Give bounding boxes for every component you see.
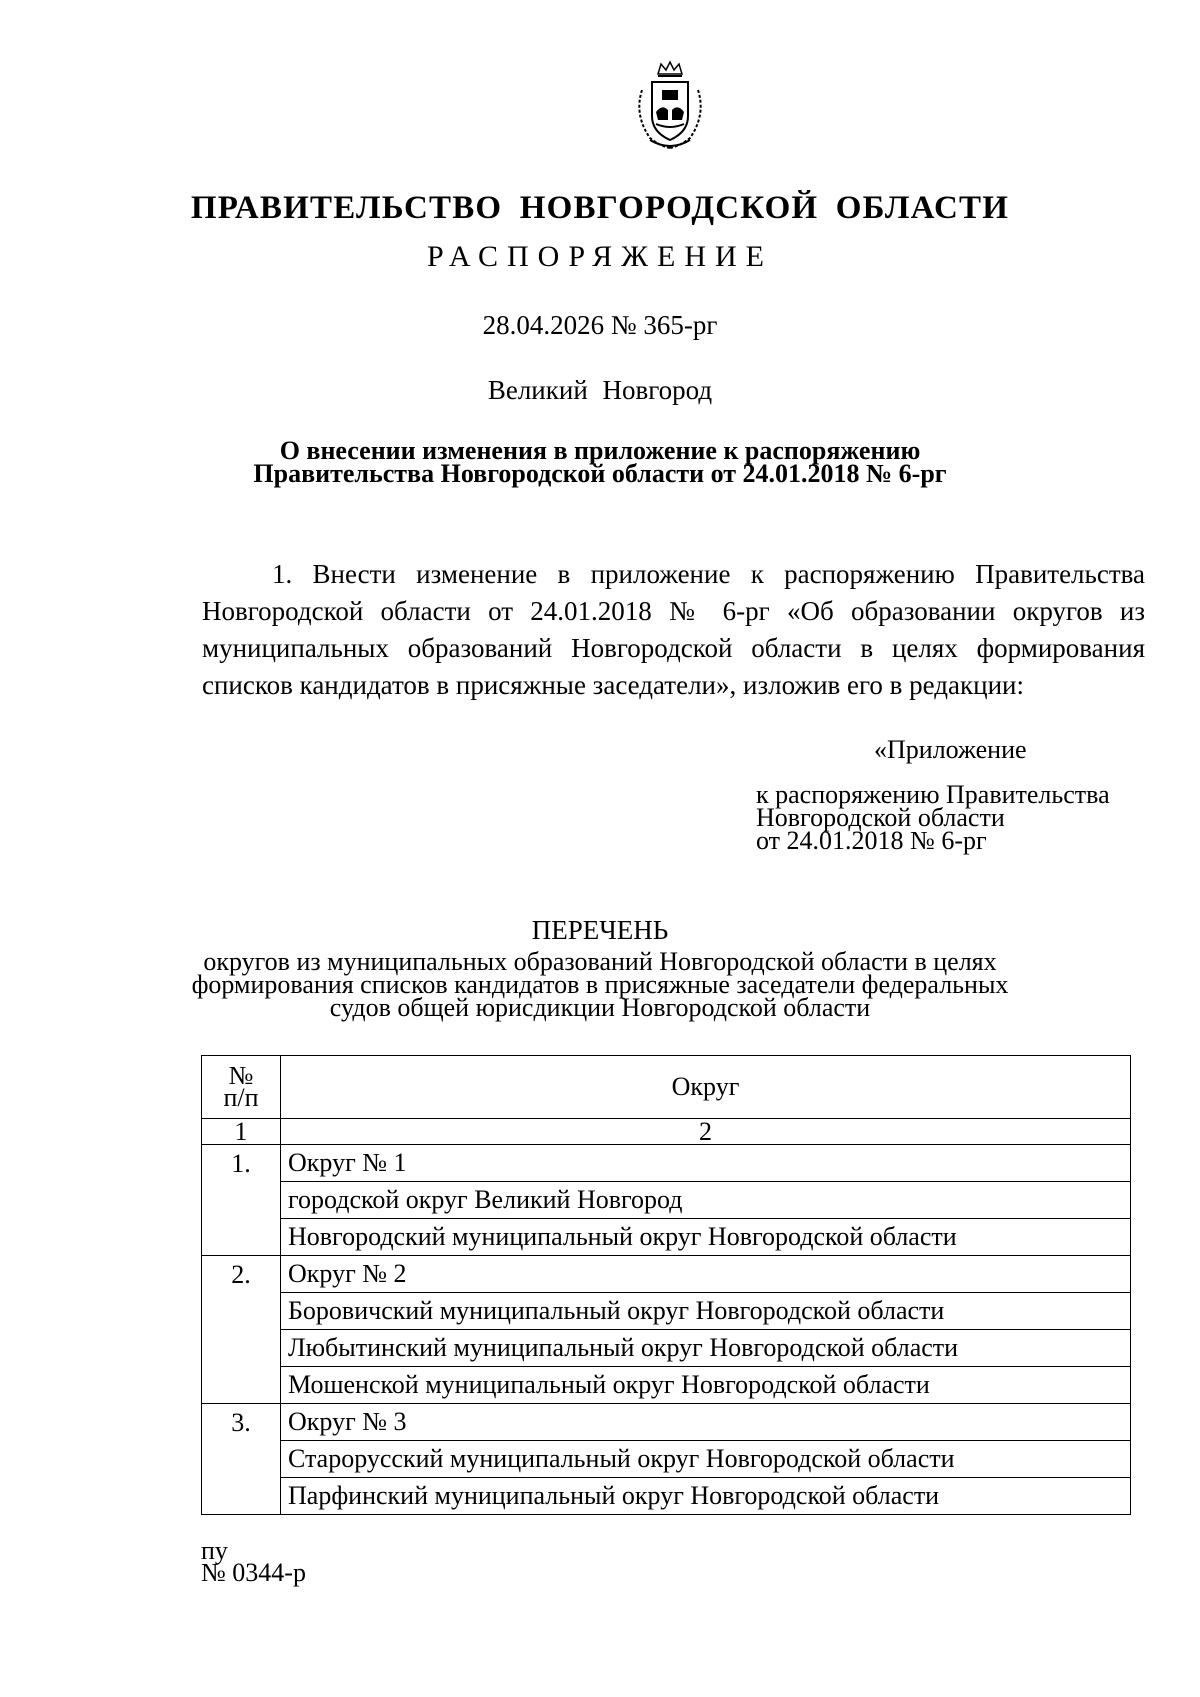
list-subtitle: [0, 947, 1200, 1022]
district-row: [202, 1404, 1131, 1441]
district-name: Округ № 1: [281, 1145, 1131, 1182]
member-name: Боровичский муниципальный округ Новгородской области: [281, 1293, 1131, 1330]
district-number-cell: 3.: [202, 1404, 281, 1515]
district-name: Округ № 2: [281, 1256, 1131, 1293]
table-header-row: [202, 1056, 1131, 1119]
member-row: [202, 1441, 1131, 1478]
appendix-block: [756, 735, 1110, 855]
column-number-row: [202, 1119, 1131, 1145]
district-name: Округ № 3: [281, 1404, 1131, 1441]
appendix-line-3: Новгородской области: [756, 803, 1005, 832]
appendix-line-2: к распоряжению Правительства: [756, 780, 1110, 809]
list-title: ПЕРЕЧЕНЬ: [531, 915, 669, 945]
document-city: Великий Новгород: [487, 375, 713, 405]
member-row: [202, 1293, 1131, 1330]
member-row: [202, 1330, 1131, 1367]
document-date-number: 28.04.2026 № 365-рг: [482, 310, 718, 340]
government-title: ПРАВИТЕЛЬСТВО НОВГОРОДСКОЙ ОБЛАСТИ: [190, 190, 1010, 226]
column-number-1: 1: [202, 1119, 281, 1145]
district-number-cell: 1.: [202, 1145, 281, 1256]
districts-table: [201, 1055, 1131, 1515]
document-subject: [0, 436, 1200, 488]
member-name: Старорусский муниципальный округ Новгородской области: [281, 1441, 1131, 1478]
district-row: [202, 1145, 1131, 1182]
member-row: [202, 1219, 1131, 1256]
subject-line-1: О внесении изменения в приложение к распоряжению: [279, 436, 921, 465]
member-name: Парфинский муниципальный округ Новгородской области: [281, 1478, 1131, 1515]
list-subtitle-line-2: формирования списков кандидатов в присяжные заседатели федеральных: [191, 970, 1009, 999]
document-footer: [201, 1536, 306, 1587]
header-num-line-2: п/п: [223, 1083, 259, 1112]
member-name: Новгородский муниципальный округ Новгородской области: [281, 1219, 1131, 1256]
body-paragraph: [202, 556, 1145, 704]
appendix-line-4: от 24.01.2018 № 6-рг: [756, 826, 987, 855]
document-type: РАСПОРЯЖЕНИЕ: [426, 240, 774, 273]
member-row: [202, 1367, 1131, 1404]
list-subtitle-line-3: судов общей юрисдикции Новгородской области: [329, 993, 871, 1022]
district-number-cell: 2.: [202, 1256, 281, 1404]
subject-line-2: Правительства Новгородской области от 24.01.2018 № 6-рг: [253, 459, 947, 488]
member-name: Мошенской муниципальный округ Новгородской области: [281, 1367, 1131, 1404]
member-name: Любытинский муниципальный округ Новгородской области: [281, 1330, 1131, 1367]
body-paragraph-text: 1. Внести изменение в приложение к распоряжению Правительства Новгородской области от 24.01.2018 № 6-рг «Об образовании округов из муниципальных образований Новгородской области в целях формирования списков кандидатов в присяжные заседатели», изложив его в редакции:: [202, 559, 1145, 700]
header-num-line-1: №: [228, 1061, 254, 1090]
member-name: городской округ Великий Новгород: [281, 1182, 1131, 1219]
header-name-cell: Округ: [281, 1056, 1131, 1119]
list-subtitle-line-1: округов из муниципальных образований Новгородской области в целях: [203, 947, 997, 976]
footer-line-1: пу: [201, 1536, 228, 1565]
header-num-cell: [202, 1056, 281, 1119]
column-number-2: 2: [281, 1119, 1131, 1145]
member-row: [202, 1478, 1131, 1515]
coat-of-arms-emblem: [628, 60, 712, 152]
member-row: [202, 1182, 1131, 1219]
district-row: [202, 1256, 1131, 1293]
footer-line-2: № 0344-р: [201, 1558, 306, 1587]
appendix-line-1: «Приложение: [874, 735, 1027, 764]
